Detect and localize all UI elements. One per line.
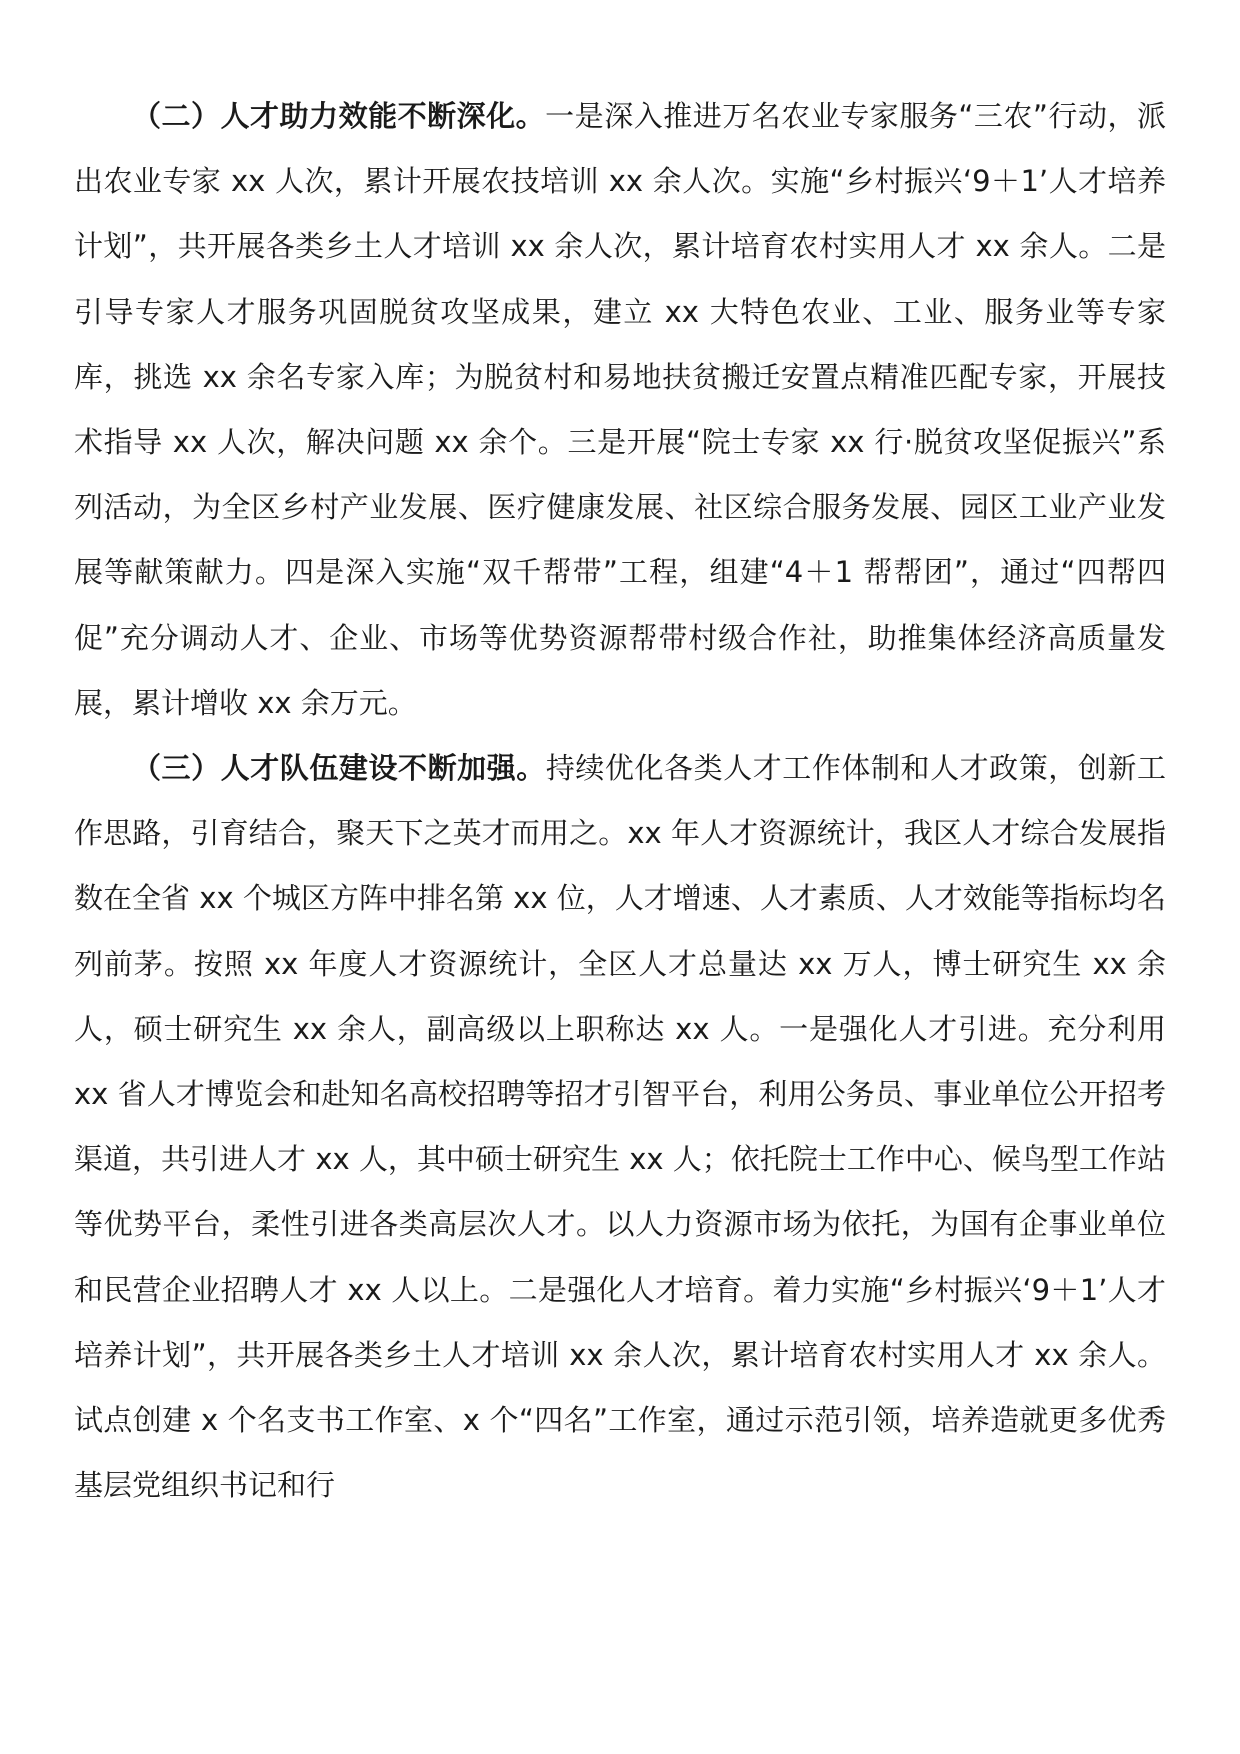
- paragraph-heading: （二）人才助力效能不断深化。: [132, 99, 546, 133]
- paragraph-heading: （三）人才队伍建设不断加强。: [132, 751, 546, 786]
- paragraph-talent-effectiveness: [74, 84, 1166, 736]
- paragraph-body: 持续优化各类人才工作体制和人才政策，创新工作思路，引育结合，聚天下之英才而用之。xx 年人才资源统计，我区人才综合发展指数在全省 xx 个城区方阵中排名第 xx 位，人才增速、人才素质、人才效能等指标均名列前茅。按照 xx 年度人才资源统计，全区人才总量达 xx 万人，博士研究生 xx 余人，硕士研究生 xx 余人，副高级以上职称达 xx 人。一是强化人才引进。充分利用 xx 省人才博览会和赴知名高校招聘等招才引智平台，利用公务员、事业单位公开招考渠道，共引进人才 xx 人，其中硕士研究生 xx 人；依托院士工作中心、候鸟型工作站等优势平台，柔性引进各类高层次人才。以人力资源市场为依托，为国有企事业单位和民营企业招聘人才 xx 人以上。二是强化人才培育。着力实施“乡村振兴‘9＋1’人才培养计划”，共开展各类乡土人才培训 xx 余人次，累计培育农村实用人才 xx 余人。试点创建 x 个名支书工作室、x 个“四名”工作室，通过示范引领，培养造就更多优秀基层党组织书记和行: [74, 751, 1166, 1503]
- document-page: [74, 84, 1166, 1518]
- paragraph-body: 一是深入推进万名农业专家服务“三农”行动，派出农业专家 xx 人次，累计开展农技培训 xx 余人次。实施“乡村振兴‘9＋1’人才培养计划”，共开展各类乡土人才培训 xx 余人次，累计培育农村实用人才 xx 余人。二是引导专家人才服务巩固脱贫攻坚成果，建立 xx 大特色农业、工业、服务业等专家库，挑选 xx 余名专家入库；为脱贫村和易地扶贫搬迁安置点精准匹配专家，开展技术指导 xx 人次，解决问题 xx 余个。三是开展“院士专家 xx 行·脱贫攻坚促振兴”系列活动，为全区乡村产业发展、医疗健康发展、社区综合服务发展、园区工业产业发展等献策献力。四是深入实施“双千帮带”工程，组建“4＋1 帮帮团”，通过“四帮四促”充分调动人才、企业、市场等优势资源帮带村级合作社，助推集体经济高质量发展，累计增收 xx 余万元。: [74, 99, 1166, 720]
- paragraph-talent-team: [74, 736, 1166, 1518]
